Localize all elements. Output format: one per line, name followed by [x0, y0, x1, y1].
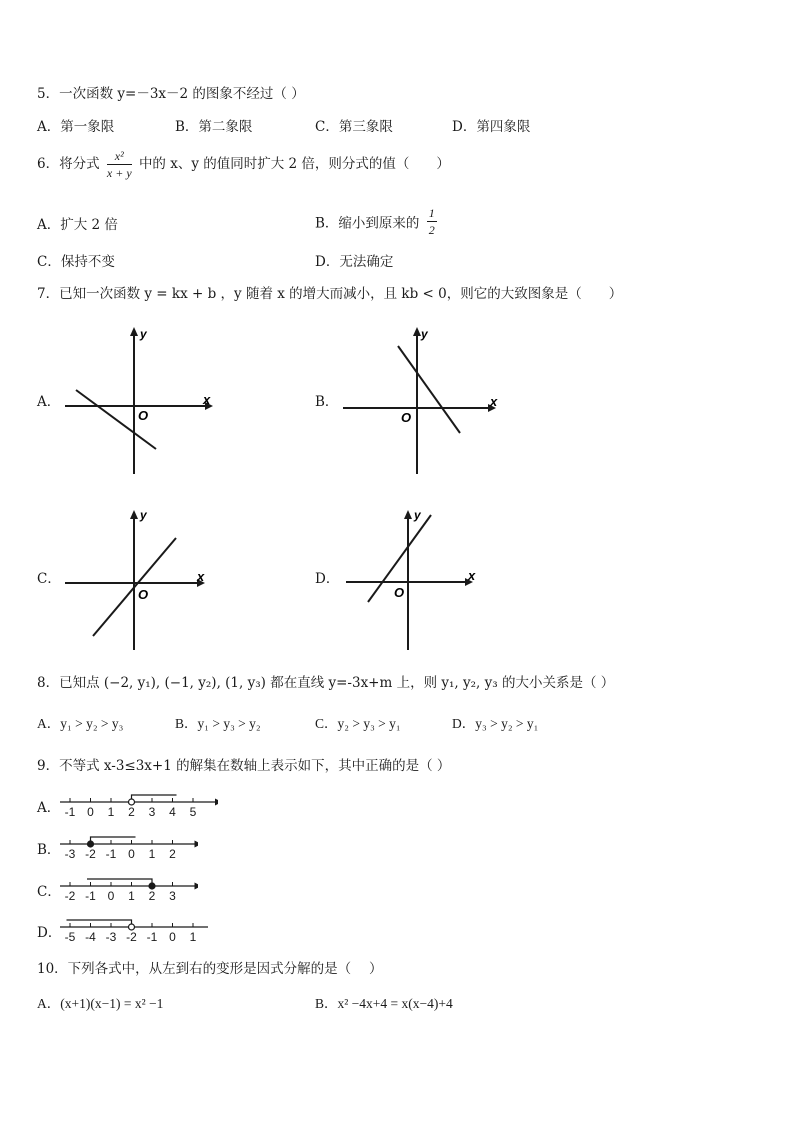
origin-label: O	[394, 585, 405, 600]
tick-label: 1	[128, 889, 135, 902]
q6-frac-numerator: x²	[107, 148, 132, 165]
tick-label: 0	[107, 889, 115, 902]
tick-label: -4	[85, 930, 96, 943]
number-axis-arrow	[195, 883, 199, 890]
origin-label: O	[138, 408, 149, 423]
tick-label: 5	[189, 805, 197, 818]
q7-label-a[interactable]: A．	[37, 394, 61, 410]
solution-range	[87, 879, 152, 886]
y-axis-arrow	[413, 327, 421, 336]
q9-numberline-c[interactable]	[58, 874, 198, 902]
q9-numberline-d[interactable]	[58, 915, 208, 943]
y-axis-label: y	[414, 508, 421, 522]
q6-prefix: 6．将分式	[37, 156, 100, 172]
q9-numberline-a[interactable]	[58, 790, 218, 818]
q9-label-a[interactable]: A．	[37, 800, 61, 816]
q10-stem: 10．下列各式中，从左到右的变形是因式分解的是（ ）	[37, 961, 383, 977]
tick-label: -1	[105, 847, 117, 860]
q9-label-d[interactable]: D．	[37, 925, 62, 941]
q7-label-d[interactable]: D．	[315, 571, 340, 587]
q5-option-b[interactable]: B．第二象限	[175, 119, 253, 135]
q7-graph-a[interactable]	[60, 322, 220, 482]
y-axis-arrow	[404, 510, 412, 519]
q6-option-b-label: B．缩小到原来的	[315, 215, 420, 232]
open-point	[129, 924, 135, 930]
q6-option-b[interactable]	[315, 205, 440, 238]
q10-option-b[interactable]: B．x² −4x+4 = x(x−4)+4	[315, 996, 453, 1011]
tick-label: 3	[169, 889, 176, 902]
q5-option-a[interactable]: A．第一象限	[37, 119, 115, 135]
tick-label: 1	[107, 805, 115, 818]
tick-label: 2	[169, 847, 176, 860]
q9-label-b[interactable]: B．	[37, 842, 61, 858]
tick-label: 1	[148, 847, 156, 860]
tick-label: -3	[105, 930, 117, 943]
y-axis-label: y	[140, 327, 147, 341]
q6-option-c[interactable]: C．保持不变	[37, 254, 115, 270]
number-axis-arrow	[215, 799, 218, 806]
origin-label: O	[138, 587, 149, 602]
number-axis-arrow	[195, 841, 199, 848]
q7-graph-b[interactable]	[338, 322, 508, 482]
closed-point	[149, 883, 155, 889]
q7-graph-d[interactable]	[338, 505, 498, 655]
x-axis-label: x	[490, 394, 498, 409]
y-axis-arrow	[130, 327, 138, 336]
tick-label: -2	[64, 889, 76, 902]
solution-range	[132, 795, 177, 802]
q7-graph-c[interactable]	[60, 505, 220, 655]
q6-half-fraction	[427, 205, 437, 238]
q6-half-numerator: 1	[428, 206, 435, 220]
tick-label: 0	[169, 930, 176, 943]
q6-fraction	[107, 148, 132, 181]
q9-label-c[interactable]: C．	[37, 884, 61, 900]
q8-option-a[interactable]: A．y₁ > y₂ > y₃	[37, 716, 124, 731]
y-axis-arrow	[130, 510, 138, 519]
open-point	[129, 799, 135, 805]
tick-label: 2	[128, 805, 135, 818]
q5-option-d[interactable]: D．第四象限	[452, 119, 531, 135]
tick-label: 2	[148, 889, 156, 902]
q8-option-d[interactable]: D．y₃ > y₂ > y₁	[452, 716, 539, 731]
y-axis-label: y	[421, 327, 428, 341]
tick-label: 3	[148, 805, 156, 818]
tick-label: -3	[64, 847, 76, 860]
q9-stem: 9．不等式 x-3≤3x+1 的解集在数轴上表示如下，其中正确的是（ ）	[37, 758, 451, 774]
q6-frac-denominator: x + y	[106, 166, 132, 180]
q9-numberline-b[interactable]	[58, 832, 198, 860]
solution-range	[91, 837, 136, 844]
tick-label: 1	[189, 930, 197, 943]
q5-stem: 5．一次函数 y=－3x－2 的图象不经过（ ）	[37, 86, 305, 102]
q6-option-a[interactable]: A．扩大 2 倍	[37, 217, 118, 233]
q8-option-c[interactable]: C．y₂ > y₃ > y₁	[315, 716, 401, 731]
q8-stem: 8．已知点 (−2, y₁), (−1, y₂), (1, y₃) 都在直线 y=-3x+m 上，则 y₁, y₂, y₃ 的大小关系是（ ）	[37, 675, 615, 691]
tick-label: -2	[85, 847, 96, 860]
solution-range	[67, 920, 132, 927]
x-axis-label: x	[203, 392, 211, 407]
q7-label-b[interactable]: B．	[315, 394, 339, 410]
y-axis-label: y	[140, 508, 147, 522]
tick-label: 0	[87, 805, 94, 818]
tick-label: -1	[85, 889, 96, 902]
q10-option-a[interactable]: A．(x+1)(x−1) = x² −1	[37, 996, 164, 1011]
closed-point	[88, 841, 94, 847]
tick-label: -1	[146, 930, 158, 943]
x-axis-label: x	[468, 568, 476, 583]
q6-option-d[interactable]: D．无法确定	[315, 254, 394, 270]
q6-half-denominator: 2	[428, 223, 435, 237]
tick-label: 0	[128, 847, 135, 860]
tick-label: -5	[64, 930, 76, 943]
q7-stem: 7．已知一次函数 y = kx + b ，y 随着 x 的增大而减小，且 kb < 0，则它的大致图象是（ ）	[37, 286, 623, 302]
q6-stem	[37, 148, 450, 181]
q6-suffix: 中的 x、y 的值同时扩大 2 倍，则分式的值（ ）	[138, 156, 450, 172]
origin-label: O	[401, 410, 412, 425]
q7-label-c[interactable]: C．	[37, 571, 61, 587]
q8-option-b[interactable]: B．y₁ > y₃ > y₂	[175, 716, 261, 731]
x-axis-label: x	[197, 569, 205, 584]
tick-label: 4	[169, 805, 176, 818]
q5-option-c[interactable]: C．第三象限	[315, 119, 393, 135]
tick-label: -1	[64, 805, 76, 818]
tick-label: -2	[126, 930, 137, 943]
